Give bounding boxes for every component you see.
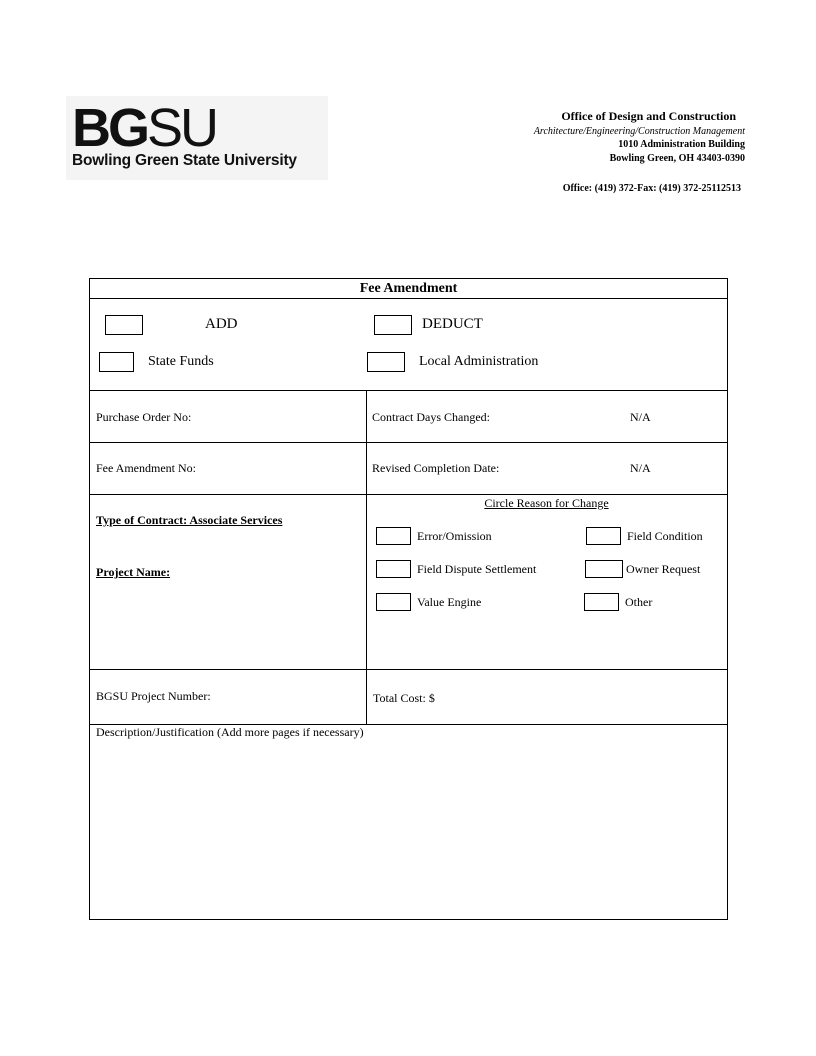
letterhead-phone: Office: (419) 372-Fax: (419) 372-25112513 <box>562 183 741 194</box>
form-border-right <box>727 278 728 920</box>
revised-completion-value: N/A <box>630 461 651 475</box>
owner-request-checkbox[interactable] <box>585 560 623 578</box>
project-number-label: BGSU Project Number: <box>96 689 211 703</box>
logo-university-name: Bowling Green State University <box>72 152 297 169</box>
letterhead-subtitle: Architecture/Engineering/Construction Management <box>533 126 745 137</box>
form-divider <box>89 390 728 391</box>
deduct-checkbox[interactable] <box>374 315 412 335</box>
project-name-label: Project Name: <box>96 565 171 579</box>
purchase-order-label: Purchase Order No: <box>96 410 192 424</box>
value-engine-label: Value Engine <box>417 595 482 609</box>
state-funds-label: State Funds <box>148 354 214 369</box>
logo-mark-bold: BG <box>72 98 147 158</box>
form-divider <box>89 298 728 299</box>
contract-days-value: N/A <box>630 410 651 424</box>
description-field[interactable] <box>92 742 724 916</box>
logo-mark <box>72 100 216 156</box>
form-border-bottom <box>89 919 728 920</box>
form-divider <box>89 494 728 495</box>
form-border-top <box>89 278 728 279</box>
field-condition-label: Field Condition <box>627 529 703 543</box>
add-label: ADD <box>205 316 238 332</box>
form-title: Fee Amendment <box>359 281 458 296</box>
error-omission-checkbox[interactable] <box>376 527 411 545</box>
local-admin-label: Local Administration <box>419 354 539 369</box>
description-label: Description/Justification (Add more pages if necessary) <box>96 725 364 739</box>
deduct-label: DEDUCT <box>422 316 483 332</box>
other-checkbox[interactable] <box>584 593 619 611</box>
error-omission-label: Error/Omission <box>417 529 492 543</box>
owner-request-label: Owner Request <box>626 562 701 576</box>
add-checkbox[interactable] <box>105 315 143 335</box>
letterhead-building: 1010 Administration Building <box>618 139 745 150</box>
letterhead-office: Office of Design and Construction <box>561 109 736 123</box>
letterhead-city: Bowling Green, OH 43403-0390 <box>609 153 745 164</box>
type-of-contract-label: Type of Contract: Associate Services <box>96 513 283 527</box>
form-border-left <box>89 278 90 920</box>
value-engine-checkbox[interactable] <box>376 593 411 611</box>
revised-completion-label: Revised Completion Date: <box>372 461 500 475</box>
field-dispute-label: Field Dispute Settlement <box>417 562 537 576</box>
reason-heading: Circle Reason for Change <box>484 496 609 510</box>
field-dispute-checkbox[interactable] <box>376 560 411 578</box>
local-admin-checkbox[interactable] <box>367 352 405 372</box>
bgsu-logo <box>66 96 328 180</box>
total-cost-label: Total Cost: $ <box>373 691 435 705</box>
logo-mark-thin: SU <box>147 98 217 158</box>
fee-amendment-no-label: Fee Amendment No: <box>96 461 196 475</box>
contract-days-label: Contract Days Changed: <box>372 410 490 424</box>
form-divider <box>89 442 728 443</box>
other-label: Other <box>625 595 653 609</box>
form-column-divider <box>366 390 367 724</box>
field-condition-checkbox[interactable] <box>586 527 621 545</box>
form-divider <box>89 669 728 670</box>
state-funds-checkbox[interactable] <box>99 352 134 372</box>
